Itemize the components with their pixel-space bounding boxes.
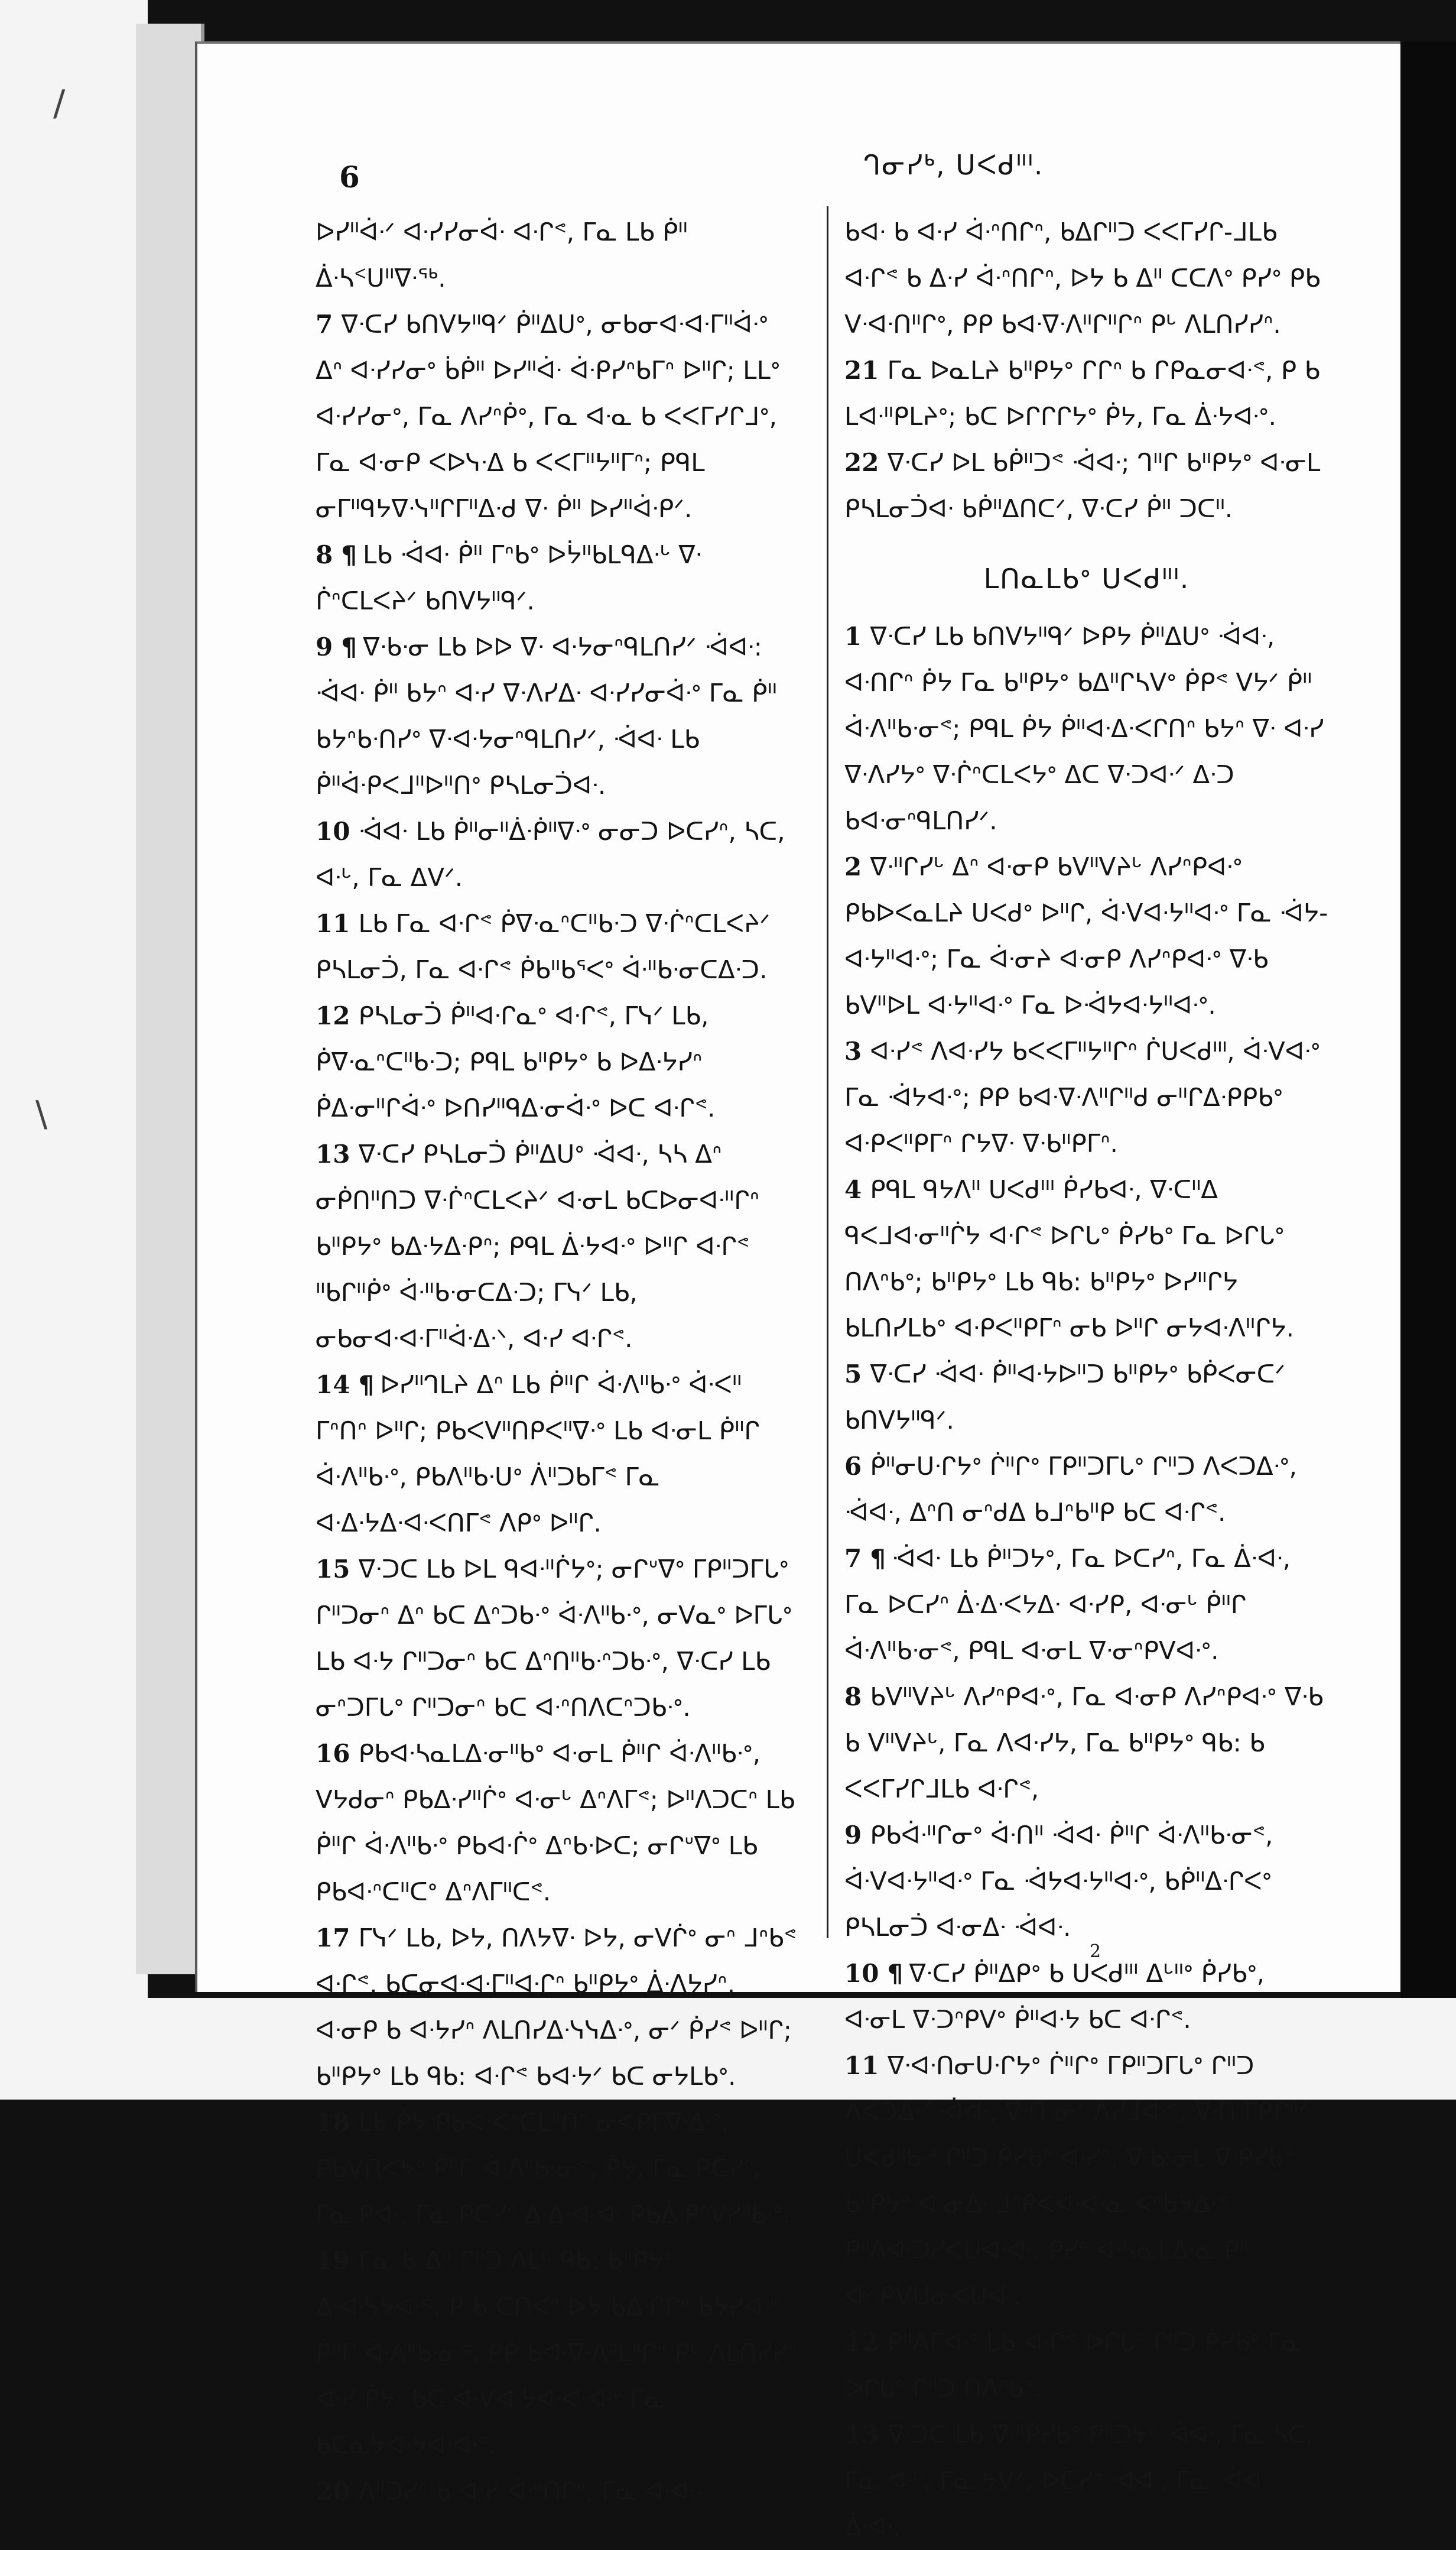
verse-text: ᐁᐧᑕᓯ ᑲᑎᐯᔭᐦᑫᐟ ᑮᐦᐃᑌᐤ, ᓂᑲᓂᐊᐧᐊᐧᒥᐦᐋᐧᐤ ᐃᐢ ᐊᐧᓯᓯᓂᐤ ᑳᑮᐦ ᐅᓯᐦᐋᐧ ᐋᐧᑭᓯᐢᑲᒥᐢ ᐅᐦᒋ; ᒪᒪᐤ ᐊᐧᓯᓯᓂᐤ, ᒥᓇ ᐱᓯᐢᑮᐤ, ᒥᓇ ᐊᐧᓇ ᑲ ᐸᐸᒥᓯᒋᒧᐤ, ᒥᓇ ᐊᐧᓂᑭ ᐸᐅᓭᐧᐃ ᑲ ᐸᐸᒥᐦᔭᐦᒥᐢ; ᑭᑫᒪ ᓂᒥᐦᑫᔭᐁᐧᓭᐦᒋᒥᐦᐃᐧᑯ ᐁᐧ ᑮᐦ ᐅᓯᐦᐋᐧᑭᐟ. [316,310,781,523]
verse-number: 13 [316,1140,350,1169]
scan-background-left [0,0,148,2100]
verse-paragraph [844,1674,1329,1812]
verse-number: 8 [844,1682,862,1711]
verse-number: 12 [844,2328,879,2357]
verse-text: ᑭᑲᐊᐧᓴᓇᒪᐃᐧᓂᐦᑲᐤ ᐊᐧᓂᒪ ᑮᐦᒋ ᐋᐧᐱᐦᑲᐧᐤ, ᐯᔭᑯᓂᐢ ᑭᑲᐃᐧᓯᐦᒌᐤ ᐊᐧᓂᒡ ᐃᐢᐱᒥᕝ; ᐅᐦᐱᑐᑕᐢ ᒪᑲ ᑮᐦᒋ ᐋᐧᐱᐦᑲᐧᐤ ᑭᑲᐊᐧᒌᐤ ᐃᐢᑲᐧᐅᑕ; ᓂᒋᐡᐁᐤ ᒪᑲ ᑭᑲᐊᐧᐢᑕᐦᑕᐤ ᐃᐢᐱᒥᐦᑕᕝ. [316,1739,795,1906]
verse-number: 11 [316,909,350,938]
verse-paragraph [844,1029,1329,1167]
scan-shadow-right [1400,41,1456,1998]
verse-number: 19 [316,2246,350,2275]
verse-text: ᑲᐯᐦᐯᔨᒡ ᐱᓯᐢᑭᐊᐧᐤ, ᒥᓇ ᐊᐧᓂᑭ ᐱᓯᐢᑭᐊᐧᐤ ᐁᐧᑲ ᑲ ᐯᐦᐯᔨᒡ, ᒥᓇ ᐱᐊᐧᓯᔭ, ᒥᓇ ᑲᐦᑭᔭᐤ ᑫᑲ: ᑲ ᐸᐸᒥᓯᒋᒧᒪᑲ ᐊᐧᒋᕝ, [844,1682,1324,1803]
verse-number: 11 [844,2051,879,2080]
verse-paragraph [844,1812,1329,1951]
verse-text: ᑭᑫᒪ ᑫᔭᐱᐦ ᑌᐸᑯᐦᑊ ᑮᓯᑲᐊᐧ, ᐁᐧᑕᐦᐃ ᑫᐸᒧᐊᐧᓂᐦᒌᔭ ᐊᐧᒋᕝ ᐅᒋᒐᐤ ᑮᓯᑲᐤ ᒥᓇ ᐅᒋᒐᐤ ᑎᐱᐢᑲᐤ; ᑲᐦᑭᔭᐤ ᒪᑲ ᑫᑲ: ᑲᐦᑭᔭᐤ ᐅᓯᐦᒋᔭ ᑲᒪᑎᓯᒪᑲᐤ ᐊᐧᑭᐸᐦᑭᒥᐢ ᓂᑲ ᐅᐦᒋ ᓂᔭᐊᐧᐱᐦᒋᔭ. [844,1175,1294,1342]
verse-paragraph [844,1951,1329,2043]
verse-paragraph [844,440,1329,532]
verse-text: ᐙᐊᐧ ᒪᑲ ᑮᐦᑐᔭᐤ, ᒥᓇ ᐅᑕᓯᐢ, ᒥᓇ ᐄᐧᐊᐧ, ᒥᓇ ᐅᑕᓯᐢ ᐄᐧᐃᐧᐸᔭᐃᐧ ᐊᐧᓯᑭ, ᐊᐧᓂᒡ ᑮᐦᒋ ᐋᐧᐱᐦᑲᐧᓂᕝ, ᑭᑫᒪ ᐊᐧᓂᒪ ᐁᐧᓂᐢᑭᐯᐊᐧᐤ. [844,1544,1291,1665]
section-heading: ᒪᑎᓇᒪᑲᐤ ᑌᐸᑯᐦᑊ. [983,563,1190,595]
verse-number: 10 [844,1959,879,1988]
column-divider [827,206,828,1938]
verse-number: 21 [844,356,879,385]
verse-text: ᐁᐧᑲᐧᓂ ᒪᑲ ᐅᐅ ᐁᐧ ᐊᐧᔭᓂᐢᑫᒪᑎᓯᐟ ᐙᐊᐧ: ᐙᐊᐧ ᑮᐦ ᑲᔭᐢ ᐊᐧᓯ ᐁᐧᐱᓯᐃᐧ ᐊᐧᓯᓯᓂᐋᐧᐤ ᒥᓇ ᑮᐦ ᑲᔭᐢᑲᐧᑎᓯᐤ ᐁᐧᐊᐧᔭᓂᐢᑫᒪᑎᓯᐟ, ᐙᐊᐧ ᒪᑲ ᑮᐦᐋᐧᑭᐸᒧᐦᐅᐦᑎᐤ ᑭᓴᒪᓂᑑᐊᐧ. [316,632,777,800]
verse-paragraph [316,1362,800,1546]
verse-text: ᐅᓯᐦᐋᐧᐟ ᐊᐧᓯᓯᓂᐋᐧ ᐊᐧᒋᕝ, ᒥᓇ ᒪᑲ ᑮᐦ ᐄᐧᓴᑉᑌᐦᐁᐧᖅ. [316,218,688,293]
verse-number: 9 [316,632,333,661]
verse-text: ᐁᐧᑕᓯ ᐅᒪ ᑲᑮᐦᑐᕝ ᐙᐊᐧ; ᒉᐦᒋ ᑲᐦᑭᔭᐤ ᐊᐧᓂᒪ ᑭᓴᒪᓂᑑᐊᐧ ᑲᑮᐦᐃᑎᑕᐟ, ᐁᐧᑕᓯ ᑮᐦ ᑐᑕᐦ. [844,448,1321,523]
verse-number: 16 [316,1739,350,1768]
verse-number: 13 [844,2420,879,2449]
running-head: ᒉᓂᓯᒃ, ᑌᐸᑯᐦᑊ. [863,149,1044,181]
verse-text: ᐁᐧᐊᐧᑎᓂᑌᐧᒋᔭᐤ ᒌᐦᒋᐤ ᒥᑭᐦᑐᒥᒐᐤ ᒋᐦᑐ ᐱᐸᑐᐃᐧᐟ ᐙᐊᐧ, ᐁᐧᑎ ᓂᐟ ᐱᓯᒧᐊᐧᕝ, ᐁᐧᑎ ᒥᑭᒋᐦᐟ ᑌᐸᑯᐦᑲᐧᐤ ᒋᐦᑐ ᑮᓯᑲᐤ ᐋᐧᓯᐢ, ᐁᐧᑲᐧᓂᒪ ᐁᐧᑮᓯᑲᐤ ᑲᐦᑭᔭᐤ ᐊᐧᓂᐃᐧ ᒧᐢᑭᐸᐊᐧᐊᐧᓇ ᐸᐢᑲᔭᐃᐧᕝ ᑮᐦᐱᐊᐧᑐᓯᐸᑌᐊᐧᐊᐧ, ᑮᓯᐢ ᐊᐧᓴᓇᒪᐃᐧᓇ ᑮᐦ ᐊᐧᐢᑭᐯᑌᓂᐸᑌᐊᐧ. [844,2051,1309,2311]
verse-number: 3 [844,1037,862,1066]
left-column [316,209,800,2515]
verse-number: 8 [316,540,333,569]
margin-mark-1: / [53,83,66,124]
verse-text: ᒥᓇ ᑲ ᐃᐦ ᒋᐦᑐ ᐱᒪᒡ ᑫᑲ: ᑲᐦᑭᔭᐤ ᐃᐧᐊᐧᓭᔭᐊᐧᕝ, ᑭ ᑲ ᑕᑎᐸᐤ ᐅᔭ ᑲᐃᐧᒋᒋᐢ ᑲᔭᓯᐊᐧᐤ ᑮᐦᒋ ᐋᐧᐱᐦᑲᐧᓂᕝ, ᑭᑭ ᑲᐊᐧᐁᐧᐱᐦᒪᐦᒋᐢ ᑭᒡ ᐱᒪᑎᓯᓯᐢ ᐊᐧᓯ ᑮᔭ: ᑲᑕ ᐋᐧᐯᐊᐧᔭᐊᐧᐊᐧᐊᐧᐤ ᒥᓇ ᑲᑕᓇᔭᐊᐧᔭᐊᐧᐊᐧᐤ. [316,2246,797,2460]
verse-text: ᐁᐧᑐᑕ ᒪᑲ ᐁᐧᐦᑮᓯᑲᐤ ᑮᐦᑐᔭᐤ ᐙᐊᐧ, ᒥᓇ ᓴᑕ, ᒥᓇ ᐊᐧᒡ, ᒥᓇ ᔭᐯᐟ, ᐅᑕᓯᐢ ᐙᐊᐧ, ᒥᓇ ᐙᐊᐧ ᐄᐧᐊᐧ, [844,2420,1314,2541]
verse-text: ᐙᐊᐧ ᒪᑲ ᑮᐦᓂᐦᐄᐧᑮᐦᐁᐧᐤ ᓂᓂᑐ ᐅᑕᓯᐢ, ᓴᑕ, ᐊᐧᒡ, ᒥᓇ ᐃᐯᐟ. [316,817,785,892]
verse-text: ᐊᐧᓯᕝ ᐱᐊᐧᓯᔭ ᑲᐸᐸᒥᐦᔭᐦᒋᐢ ᒌᑌᐸᑯᐦᑊ, ᐋᐧᐯᐊᐧᐤ ᒥᓇ ᐙᔭᐊᐧᐤ; ᑭᑭ ᑲᐊᐧᐁᐧᐱᐦᒋᐦᑯ ᓂᐦᒋᐃᐧᑭᑭᑲᐤ ᐊᐧᑭᐸᐦᑭᒥᐢ ᒋᔭᐁᐧ ᐁᐧᑲᐦᑭᒥᐢ. [844,1037,1321,1158]
verse-paragraph [316,532,800,624]
verse-paragraph [316,2468,800,2515]
verse-number: 7 [844,1544,862,1573]
verse-text: ᒪᑲ ᐙᐊᐧ ᑮᐦ ᒥᐢᑲᐤ ᐅᔮᐦᑲᒪᑫᐃᐧᒡ ᐁᐧ ᒌᐢᑕᒪᐸᔨᐟ ᑲᑎᐯᔭᐦᑫᐟ. [316,540,702,615]
pilcrow-mark: ¶ [887,1959,904,1988]
verse-paragraph [316,1131,800,1362]
pilcrow-mark: ¶ [341,632,357,661]
verse-paragraph [844,2412,1329,2550]
verse-text: ᐅᓯᐦᒉᒪᔨ ᐃᐢ ᒪᑲ ᑮᐦᒋ ᐋᐧᐱᐦᑲᐧᐤ ᐋᐧᐸᐦ ᒥᐢᑎᐢ ᐅᐦᒋ; ᑭᑲᐸᐯᐦᑎᑭᐸᐦᐁᐧᐤ ᒪᑲ ᐊᐧᓂᒪ ᑮᐦᒋ ᐋᐧᐱᐦᑲᐧᐤ, ᑭᑲᐱᐦᑲᐧᑌᐤ ᐲᐦᑐᑲᒥᕝ ᒥᓇ ᐊᐧᐃᐧᔭᐃᐧᐊᐧᐸᑎᒥᕝ ᐱᑭᐤ ᐅᐦᒋ. [316,1370,760,1537]
verse-paragraph [316,209,800,301]
margin-mark-2: \ [35,1094,48,1135]
verse-number: 1 [844,622,862,651]
verse-number: 7 [316,310,333,339]
verse-paragraph [844,209,1329,348]
verse-paragraph [844,2043,1329,2319]
verse-paragraph [844,348,1329,440]
verse-text: ᐱᐦᑐᓯᐢ ᑲ ᐊᐧᓯ ᐋᐧᐢᑎᒋᐢ, ᒥᓇ ᐊᐧᐊᐧ- [358,2477,704,2506]
verse-number: 2 [844,852,862,881]
signature-mark: 2 [1090,1941,1101,1962]
verse-text: ᑭᑲᐋᐧᐦᒋᓂᐤ ᐋᐧᑎᐦ ᐙᐊᐧ ᑮᐦᒋ ᐋᐧᐱᐦᑲᐧᓂᕝ, ᐋᐧᐯᐊᐧᔭᐦᐊᐧᐤ ᒥᓇ ᐙᔭᐊᐧᔭᐦᐊᐧᐤ, ᑲᑮᐦᐃᐧᒋᐸᐤ ᑭᓴᒪᓂᑑ ᐊᐧᓂᐃᐧ ᐙᐊᐧ. [844,1821,1273,1942]
verse-paragraph [316,1731,800,1915]
verse-text: ᐁᐧᑕᓯ ᐙᐊᐧ ᑮᐦᐊᐧᔭᐅᐦᑐ ᑲᐦᑭᔭᐤ ᑲᑮᐸᓂᑕᐟ ᑲᑎᐯᔭᐦᑫᐟ. [844,1360,1286,1435]
verse-paragraph [316,1546,800,1731]
verse-number: 15 [316,1555,350,1584]
verse-number: 17 [316,1923,350,1952]
verse-number: 9 [844,1821,862,1850]
verse-paragraph [316,809,800,901]
verse-text: ᐁᐧᑕᓯ ᑮᐦᐃᑭᐤ ᑲ ᑌᐸᑯᐦᑊ ᐃᒡᐦᐤ ᑮᓯᑲᐤ, ᐊᐧᓂᒪ ᐁᐧᑐᐢᑭᐯᐤ ᑮᐦᐊᐧᔭ ᑲᑕ ᐊᐧᒋᕝ. [844,1959,1265,2034]
scan-page-edge [136,24,204,1974]
verse-text: ᑭᓴᒪᓂᑑ ᑮᐦᐊᐧᒋᓇᐤ ᐊᐧᒋᕝ, ᒥᓭᐟ ᒪᑲ, ᑮᐁᐧᓇᐢᑕᐦᑲᐧᑐ; ᑭᑫᒪ ᑲᐦᑭᔭᐤ ᑲ ᐅᐃᐧᔭᓯᐢ ᑮᐃᐧᓂᐦᒋᐋᐧᐤ ᐅᑎᓯᐦᑫᐃᐧᓂᐋᐧᐤ ᐅᑕ ᐊᐧᒋᕝ. [316,1001,716,1122]
verse-number: 5 [844,1360,862,1388]
verse-text: ᒥᓭᐟ ᒪᑲ, ᐅᔭ, ᑎᐱᔭᐁᐧ ᐅᔭ, ᓂᐯᒌᐤ ᓂᐢ ᒧᐢᑲᕝ ᐊᐧᒋᕝ, ᑲᑕᓂᐊᐧᐊᐧᒥᐦᐊᐧᒋᐢ ᑲᐦᑭᔭᐤ ᐄᐧᐱᔭᓯᐢ, ᐊᐧᓂᑭ ᑲ ᐊᐧᔭᓯᐢ ᐱᒪᑎᓯᐃᐧᓭᓭᐃᐧᐤ, ᓂᐟ ᑮᓯᕝ ᐅᐦᒋ; ᑲᐦᑭᔭᐤ ᒪᑲ ᑫᑲ: ᐊᐧᒋᕝ ᑲᐊᐧᔭᐟ ᑲᑕ ᓂᔭᒪᑲᐤ. [316,1923,797,2091]
verse-text: ᐁᐧᑕᓯ ᑭᓴᒪᓂᑑ ᑮᐦᐃᑌᐤ ᐙᐊᐧ, ᓴᓴ ᐃᐢ ᓂᑮᑎᐦᑎᑐ ᐁᐧᒌᐢᑕᒪᐸᔨᐟ ᐊᐧᓂᒪ ᑲᑕᐅᓂᐊᐧᐦᒋᐢ ᑲᐦᑭᔭᐤ ᑲᐃᐧᔭᐃᐧᑭᐢ; ᑭᑫᒪ ᐄᐧᔭᐊᐧᐤ ᐅᐦᒋ ᐊᐧᒋᕝ ᐦᑲᒋᐦᑮᐤ ᐋᐧᐦᑲᐧᓂᑕᐃᐧᑐ; ᒥᓭᐟ ᒪᑲ, ᓂᑲᓂᐊᐧᐊᐧᒥᐦᐋᐧᐃᐧᐠ, ᐊᐧᓯ ᐊᐧᒋᕝ. [316,1140,759,1353]
verse-text: ᐁᐧᑕᓯ ᒪᑲ ᑲᑎᐯᔭᐦᑫᐟ ᐅᑭᔭ ᑮᐦᐃᑌᐤ ᐙᐊᐧ, ᐊᐧᑎᒋᐢ ᑮᔭ ᒥᓇ ᑲᐦᑭᔭᐤ ᑲᐃᐦᒋᓴᐯᐤ ᑮᑭᕝ ᐯᔭᐟ ᑮᐦ ᐋᐧᐱᐦᑲᐧᓂᕝ; ᑭᑫᒪ ᑮᔭ ᑮᐦᐊᐧᐃᐧᐸᒋᑎᐢ ᑲᔭᐢ ᐁᐧ ᐊᐧᓯ ᐁᐧᐱᓯᔭᐤ ᐁᐧᒌᐢᑕᒪᐸᔭᐤ ᐃᑕ ᐁᐧᑐᐊᐧᐟ ᐃᐧᑐ ᑲᐊᐧᓂᐢᑫᒪᑎᓯᐟ. [844,622,1324,835]
verse-paragraph [844,614,1329,844]
verse-text: ᐁᐧᑐᑕ ᒪᑲ ᐅᒪ ᑫᐊᐧᐦᒌᔭᐤ; ᓂᒋᐡᐁᐤ ᒥᑭᐦᑐᒥᒐᐤ ᒋᐦᑐᓂᐢ ᐃᐢ ᑲᑕ ᐃᐢᑐᑲᐧᐤ ᐋᐧᐱᐦᑲᐧᐤ, ᓂᐯᓇᐤ ᐅᒥᒐᐤ ᒪᑲ ᐊᐧᔭ ᒋᐦᑐᓂᐢ ᑲᑕ ᐃᐢᑎᐦᑲᐧᐢᑐᑲᐧᐤ, ᐁᐧᑕᓯ ᒪᑲ ᓂᐢᑐᒥᒐᐤ ᒋᐦᑐᓂᐢ ᑲᑕ ᐊᐧᐢᑎᐱᑕᐢᑐᑲᐧᐤ. [316,1555,792,1722]
verse-paragraph [316,901,800,993]
right-column [844,209,1329,2550]
book-page [195,41,1400,2541]
verse-number: 4 [844,1175,862,1204]
verse-text: ᑭᐦᐱᒥᐊᐧᐤ ᒪᑲ ᐊᐧᒋᕝ ᐅᒋᒐᐤ ᒋᐦᑐ ᑮᓯᑲᐤ ᒥᓇ ᐅᒋᒐᐤ ᒋᐦᑐ ᑎᐱᐢᑲᐤ. [844,2328,1303,2403]
verse-number: 6 [844,1452,862,1481]
pilcrow-mark: ¶ [870,1544,886,1573]
verse-text: ᒪᑲ ᒥᓇ ᐊᐧᒋᕝ ᑮᐁᐧᓇᐢᑕᐦᑲᐧᑐ ᐁᐧᒌᐢᑕᒪᐸᔨᐟ ᑭᓴᒪᓂᑑ, ᒥᓇ ᐊᐧᒋᕝ ᑮᑲᐦᑲᕐᐸᐤ ᐋᐧᐦᑲᐧᓂᑕᐃᐧᑐ. [316,909,771,984]
verse-paragraph [844,1351,1329,1443]
verse-paragraph [844,844,1329,1029]
page-number: 6 [339,160,360,194]
verse-paragraph [844,2319,1329,2412]
verse-number: 14 [316,1370,350,1399]
verse-paragraph [316,993,800,1131]
pilcrow-mark: ¶ [341,540,357,569]
verse-text: ᑮᐦᓂᑌᐧᒋᔭᐤ ᒌᐦᒋᐤ ᒥᑭᐦᑐᒥᒐᐤ ᒋᐦᑐ ᐱᐸᑐᐃᐧᐤ, ᐙᐊᐧ, ᐃᐢᑎ ᓂᐢᑯᐃ ᑲᒧᐢᑲᐦᑭ ᑲᑕ ᐊᐧᒋᕝ. [844,1452,1298,1527]
verse-paragraph [844,1167,1329,1351]
pilcrow-mark: ¶ [358,1370,375,1399]
verse-text: ᒥᓇ ᐅᓇᒪᔨ ᑲᐦᑭᔭᐤ ᒋᒋᐢ ᑲ ᒋᑭᓇᓂᐊᐧᕝ, ᑭ ᑲ ᒪᐊᐧᐦᑭᒪᔨᐤ; ᑲᑕ ᐅᒋᒋᒋᔭᐤ ᑮᔭ, ᒥᓇ ᐄᐧᔭᐊᐧᐤ. [844,356,1320,431]
verse-number: 20 [316,2477,350,2506]
verse-text: ᒪᑲ ᑮᔭ ᑭᑲᐊᐧᐸᐢᑕᒪᐦᑎᐤ ᓂᐸᑭᒥᐁᐧᐃᐧᐤ; ᑭᑲᐯᑎᐸᔭᐤ ᑮᐦᒋ ᐋᐧᐱᐦᑲᐧᓂᕝ, ᑮᔭ, ᒥᓇ ᑭᑕᓯᐢ, ᒥᓇ ᑮᐊᐧ, ᒥᓇ ᑭᑕᓯᐢ ᐃᐧᐃᐧᐊᐧᐊᐧ ᑭᑲᐄᐧᑭᐢᐯᓯᐦᑲᐧᐤ. [316,2108,791,2229]
verse-paragraph [316,2238,800,2468]
verse-text: ᑲᐊᐧ ᑲ ᐊᐧᓯ ᐋᐧᐢᑎᒋᐢ, ᑲᐃᒋᐦᑐ ᐸᐸᒥᓯᒋ-ᒧᒪᑲ ᐊᐧᒋᕝ ᑲ ᐃᐧᓯ ᐋᐧᐢᑎᒋᐢ, ᐅᔭ ᑲ ᐃᐦ ᑕᑕᐱᐤ ᑭᓯᐤ ᑭᑲ ᐯᐧᐊᐧᑎᐦᒋᐤ, ᑭᑭ ᑲᐊᐧᐁᐧᐱᐦᒋᐦᒋᐢ ᑭᒡ ᐱᒪᑎᓯᓯᐢ. [844,218,1321,339]
verse-number: 18 [316,2108,350,2137]
verse-number: 22 [844,448,879,477]
verse-paragraph [316,1915,800,2100]
verse-paragraph [844,1443,1329,1536]
verse-paragraph [844,1536,1329,1674]
verse-text: ᐁᐧᐦᒋᓯᒡ ᐃᐢ ᐊᐧᓂᑭ ᑲᐯᐦᐯᔨᒡ ᐱᓯᐢᑭᐊᐧᐤ ᑭᑲᐅᐸᓇᒪᔨ ᑌᐸᑯᐤ ᐅᐦᒋ, ᐋᐧᐯᐊᐧᔭᐦᐊᐧᐤ ᒥᓇ ᐙᔭ-ᐊᐧᔭᐦᐊᐧᐤ; ᒥᓇ ᐋᐧᓂᔨ ᐊᐧᓂᑭ ᐱᓯᐢᑭᐊᐧᐤ ᐁᐧᑲ ᑲᐯᐦᐅᒪ ᐊᐧᔭᐦᐊᐧᐤ ᒥᓇ ᐅᐙᔭᐊᐧᔭᐦᐊᐧᐤ. [844,852,1328,1020]
verse-number: 10 [316,817,350,846]
verse-paragraph [316,2100,800,2238]
verse-number: 12 [316,1001,350,1030]
verse-paragraph [316,624,800,809]
verse-paragraph [316,301,800,532]
